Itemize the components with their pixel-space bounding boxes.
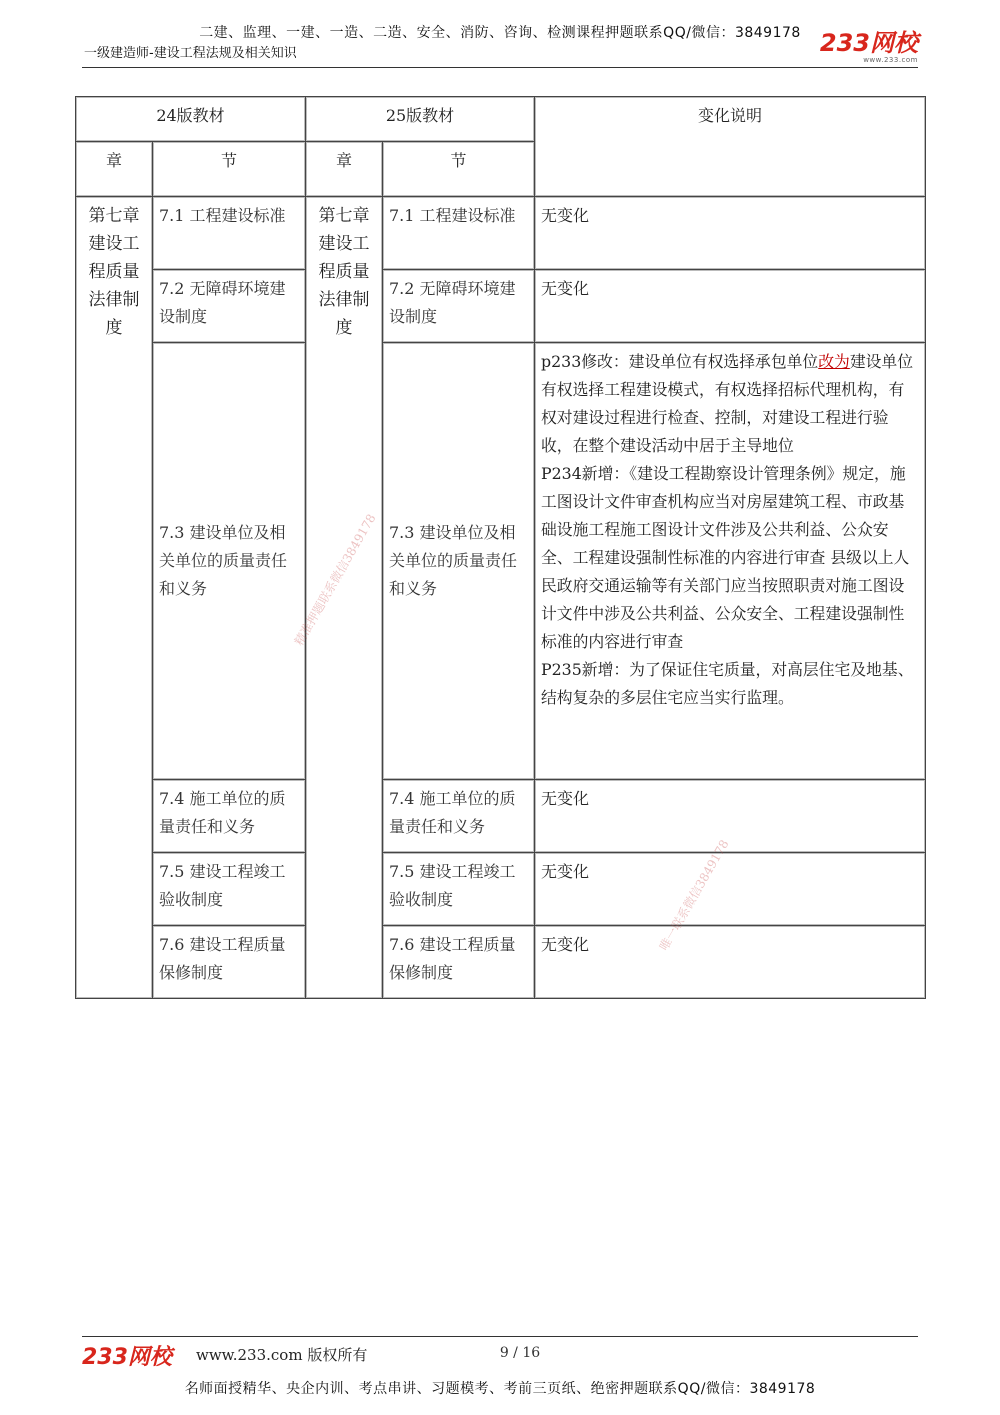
header-chapter-25: 章 <box>306 142 383 197</box>
header-divider <box>82 67 918 68</box>
comparison-table <box>75 96 926 999</box>
watermark-1: 精准押题联系微信3849178 <box>291 511 379 648</box>
footer-divider <box>82 1336 918 1337</box>
header-change-description: 变化说明 <box>535 97 926 197</box>
section-24-cell: 7.5 建设工程竣工验收制度 <box>153 853 306 926</box>
logo-url: www.233.com <box>863 56 918 64</box>
header-25-edition: 25版教材 <box>306 97 535 142</box>
change-paragraph-p233 <box>541 348 919 460</box>
change-cell: 无变化 <box>535 853 926 926</box>
table-row <box>76 780 926 853</box>
change-paragraph-p234: P234新增：《建设工程勘察设计管理条例》规定，施工图设计文件审查机构应当对房屋建筑工程、市政基础设施工程施工图设计文件涉及公共利益、公众安全、工程建设强制性标准的内容进行审查 县级以上人民政府交通运输等有关部门应当按照职责对施工图设计文件中涉及公共利益、公众安全、工程建设强制性标准的内容进行审查 <box>541 464 910 651</box>
header-chapter-24: 章 <box>76 142 153 197</box>
table-row <box>76 270 926 343</box>
section-25-cell: 7.1 工程建设标准 <box>383 197 535 270</box>
brand-logo <box>820 30 918 64</box>
header-section-24: 节 <box>153 142 306 197</box>
change-cell: 无变化 <box>535 780 926 853</box>
change-paragraph-p235: P235新增：为了保证住宅质量，对高层住宅及地基、结构复杂的多层住宅应当实行监理。 <box>541 660 914 707</box>
section-25-cell: 7.5 建设工程竣工验收制度 <box>383 853 535 926</box>
section-24-cell: 7.4 施工单位的质量责任和义务 <box>153 780 306 853</box>
footer-copyright: www.233.com 版权所有 <box>196 1346 368 1364</box>
chapter-25-cell: 第七章建设工程质量法律制度 <box>306 197 383 999</box>
page-number: 9 / 16 <box>499 1345 541 1361</box>
table-row <box>76 926 926 999</box>
table-header-row-1 <box>76 97 926 142</box>
bottom-banner: 名师面授精华、央企内训、考点串讲、习题模考、考前三页纸、绝密押题联系QQ/微信：3849178 <box>184 1381 816 1397</box>
table-row <box>76 197 926 270</box>
change-cell-detailed <box>535 343 926 780</box>
section-24-cell: 7.2 无障碍环境建设制度 <box>153 270 306 343</box>
change-highlight: 改为 <box>818 352 850 371</box>
chapter-24-cell: 第七章建设工程质量法律制度 <box>76 197 153 999</box>
header-section-25: 节 <box>383 142 535 197</box>
change-p233-suffix: 建设单位有权选择工程建设模式，有权选择招标代理机构，有权对建设过程进行检查、控制，对建设工程进行验收，在整个建设活动中居于主导地位 <box>541 352 914 455</box>
change-cell: 无变化 <box>535 926 926 999</box>
section-25-cell: 7.4 施工单位的质量责任和义务 <box>383 780 535 853</box>
top-banner: 二建、监理、一建、一造、二造、安全、消防、咨询、检测课程押题联系QQ/微信：3849178 <box>199 25 801 41</box>
section-24-cell: 7.1 工程建设标准 <box>153 197 306 270</box>
change-cell: 无变化 <box>535 197 926 270</box>
section-24-cell: 7.6 建设工程质量保修制度 <box>153 926 306 999</box>
change-p233-prefix: p233修改：建设单位有权选择承包单位 <box>541 352 819 371</box>
table-row <box>76 853 926 926</box>
section-25-cell: 7.2 无障碍环境建设制度 <box>383 270 535 343</box>
logo-text: 233网校 <box>819 29 918 57</box>
document-title: 一级建造师-建设工程法规及相关知识 <box>84 46 297 61</box>
header-24-edition: 24版教材 <box>76 97 306 142</box>
section-24-cell: 7.3 建设单位及相关单位的质量责任和义务 <box>153 343 306 780</box>
table-row <box>76 343 926 780</box>
section-25-cell: 7.6 建设工程质量保修制度 <box>383 926 535 999</box>
section-25-cell: 7.3 建设单位及相关单位的质量责任和义务 <box>383 343 535 780</box>
footer-logo: 233网校 <box>82 1345 172 1370</box>
change-cell: 无变化 <box>535 270 926 343</box>
watermark-2: 唯一联系微信3849178 <box>656 837 732 953</box>
